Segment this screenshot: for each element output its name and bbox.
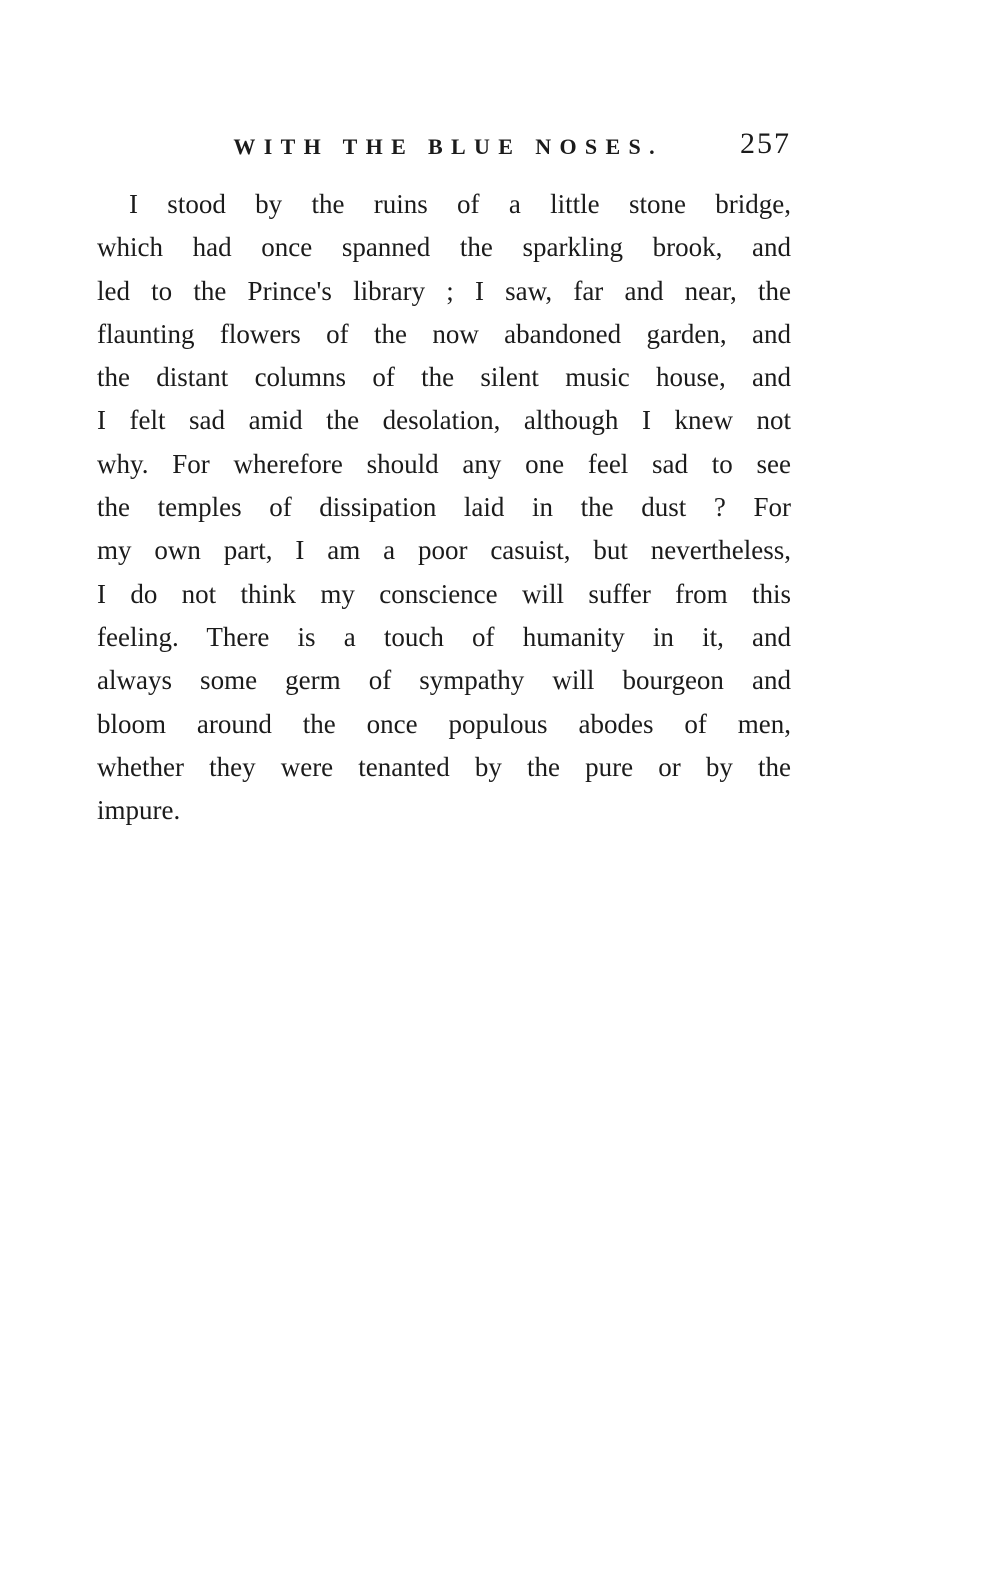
page-title: WITH THE BLUE NOSES. [233,134,664,159]
text-line: I do not think my conscience will suffer from this [97,578,791,609]
text-line: my own part, I am a poor casuist, but nevertheless, [97,535,791,566]
text-line: the temples of dissipation laid in the dust ? For [97,492,791,523]
text-line: why. For wherefore should any one feel sad to see [97,448,791,479]
text-line: which had once spanned the sparkling brook, and [97,232,791,263]
text-line: I stood by the ruins of a little stone bridge, [129,189,791,219]
text-line: bloom around the once populous abodes of men, [97,708,791,739]
text-line: impure. [97,795,181,826]
running-header [97,127,791,170]
text-line: always some germ of sympathy will bourgeon and [97,665,791,696]
page-number: 257 [740,127,791,160]
text-line: the distant columns of the silent music house, and [97,362,791,393]
text-line: whether they were tenanted by the pure or by the [97,751,791,782]
text-line: flaunting flowers of the now abandoned garden, and [97,318,791,349]
text-line: I felt sad amid the desolation, although I knew not [97,405,791,436]
body-paragraph [97,183,791,832]
text-line: feeling. There is a touch of humanity in it, and [97,621,791,652]
text-line: led to the Prince's library ; I saw, far and near, the [97,275,791,306]
